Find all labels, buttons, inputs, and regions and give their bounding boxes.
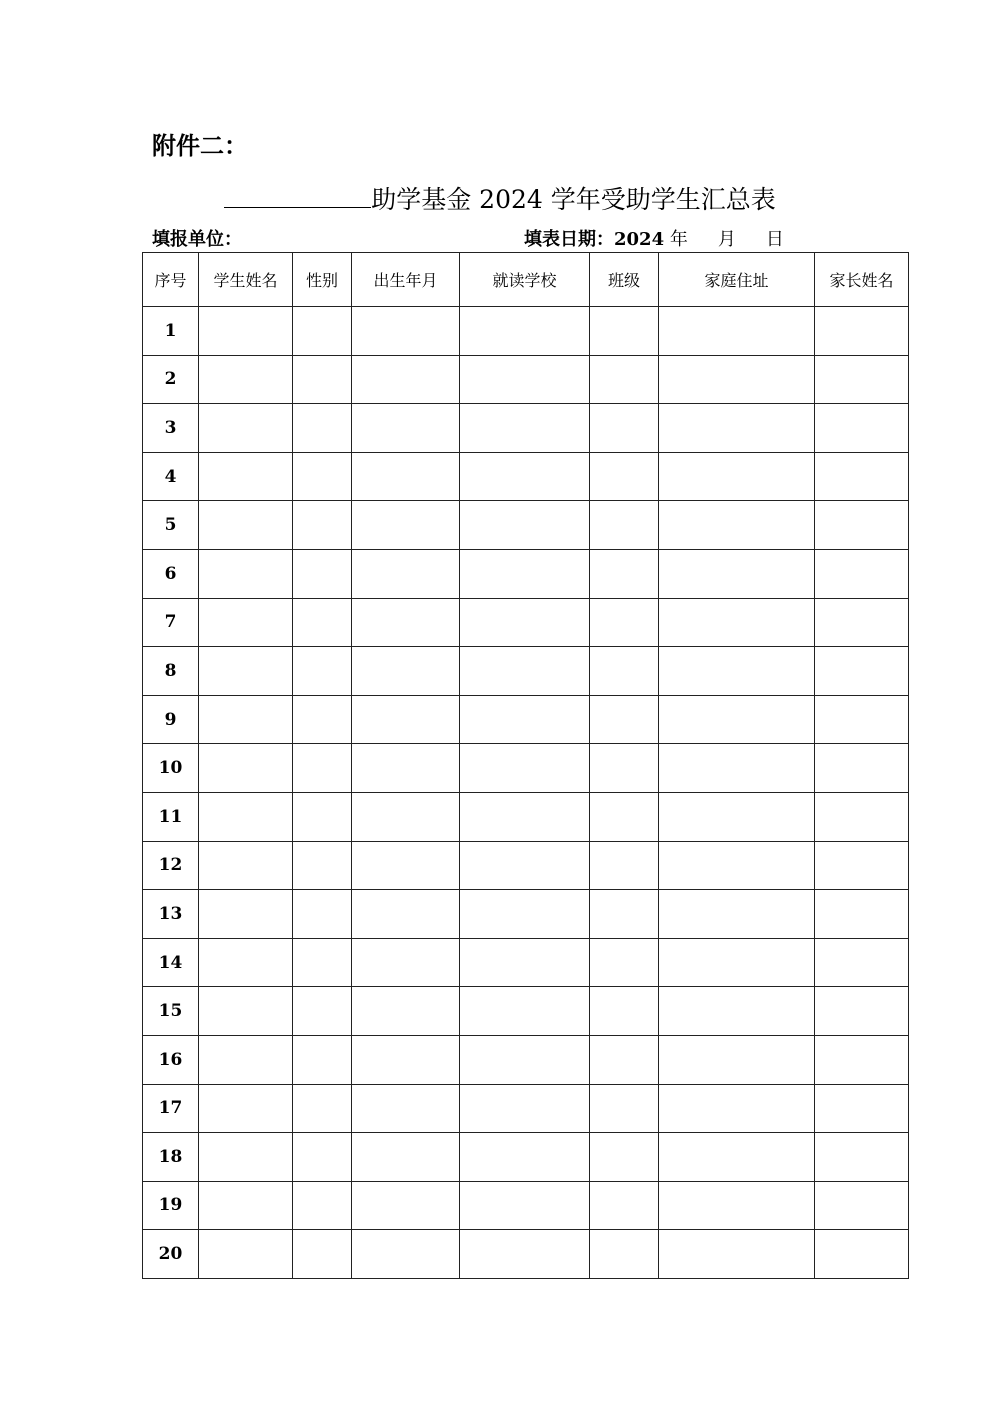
cell-home-address [659, 1181, 815, 1230]
header-seq: 序号 [143, 253, 199, 307]
cell-school [460, 841, 590, 890]
cell-home-address [659, 841, 815, 890]
cell-seq: 11 [143, 792, 199, 841]
cell-birth-date [352, 452, 460, 501]
cell-home-address [659, 452, 815, 501]
cell-parent-name [815, 792, 909, 841]
cell-parent-name [815, 1133, 909, 1182]
cell-class [590, 549, 659, 598]
cell-parent-name [815, 307, 909, 356]
cell-seq: 3 [143, 404, 199, 453]
cell-home-address [659, 792, 815, 841]
cell-student-name [199, 841, 293, 890]
cell-school [460, 355, 590, 404]
cell-birth-date [352, 792, 460, 841]
cell-seq: 14 [143, 938, 199, 987]
table-row [143, 1230, 909, 1279]
cell-parent-name [815, 987, 909, 1036]
table-body [143, 307, 909, 1279]
cell-parent-name [815, 501, 909, 550]
cell-home-address [659, 744, 815, 793]
table-row [143, 841, 909, 890]
header-home-address: 家庭住址 [659, 253, 815, 307]
table-row [143, 695, 909, 744]
cell-home-address [659, 1035, 815, 1084]
cell-gender [293, 938, 352, 987]
header-gender: 性别 [293, 253, 352, 307]
cell-class [590, 792, 659, 841]
cell-student-name [199, 1181, 293, 1230]
cell-gender [293, 890, 352, 939]
cell-gender [293, 1035, 352, 1084]
table-row [143, 307, 909, 356]
cell-student-name [199, 355, 293, 404]
header-birth-date: 出生年月 [352, 253, 460, 307]
table-row [143, 598, 909, 647]
cell-seq: 10 [143, 744, 199, 793]
cell-school [460, 549, 590, 598]
cell-seq: 17 [143, 1084, 199, 1133]
cell-gender [293, 1133, 352, 1182]
cell-class [590, 1230, 659, 1279]
cell-parent-name [815, 404, 909, 453]
fill-date-label: 填表日期： [524, 229, 614, 250]
cell-school [460, 695, 590, 744]
table-row [143, 647, 909, 696]
cell-home-address [659, 598, 815, 647]
cell-class [590, 1084, 659, 1133]
table-row [143, 452, 909, 501]
cell-home-address [659, 987, 815, 1036]
cell-class [590, 695, 659, 744]
cell-birth-date [352, 501, 460, 550]
table-row [143, 792, 909, 841]
cell-class [590, 355, 659, 404]
cell-parent-name [815, 938, 909, 987]
table-row [143, 501, 909, 550]
cell-seq: 15 [143, 987, 199, 1036]
cell-seq: 5 [143, 501, 199, 550]
cell-student-name [199, 647, 293, 696]
cell-home-address [659, 307, 815, 356]
cell-student-name [199, 549, 293, 598]
cell-parent-name [815, 549, 909, 598]
table-row [143, 1035, 909, 1084]
cell-class [590, 938, 659, 987]
cell-birth-date [352, 695, 460, 744]
cell-birth-date [352, 1084, 460, 1133]
cell-student-name [199, 1133, 293, 1182]
cell-school [460, 890, 590, 939]
cell-birth-date [352, 987, 460, 1036]
cell-gender [293, 744, 352, 793]
cell-student-name [199, 695, 293, 744]
cell-student-name [199, 938, 293, 987]
cell-school [460, 1035, 590, 1084]
fill-date [524, 227, 784, 253]
cell-school [460, 987, 590, 1036]
cell-home-address [659, 1084, 815, 1133]
cell-class [590, 1035, 659, 1084]
cell-gender [293, 355, 352, 404]
cell-school [460, 307, 590, 356]
cell-student-name [199, 792, 293, 841]
cell-seq: 7 [143, 598, 199, 647]
cell-birth-date [352, 404, 460, 453]
cell-home-address [659, 355, 815, 404]
cell-birth-date [352, 549, 460, 598]
cell-parent-name [815, 744, 909, 793]
day-word: 日 [765, 229, 784, 250]
header-student-name: 学生姓名 [199, 253, 293, 307]
cell-parent-name [815, 841, 909, 890]
cell-home-address [659, 549, 815, 598]
title-blank-line [224, 181, 371, 208]
cell-home-address [659, 1133, 815, 1182]
cell-gender [293, 1181, 352, 1230]
cell-parent-name [815, 890, 909, 939]
year-word: 年 [669, 229, 688, 250]
cell-gender [293, 1084, 352, 1133]
cell-gender [293, 647, 352, 696]
cell-birth-date [352, 1035, 460, 1084]
cell-student-name [199, 307, 293, 356]
cell-seq: 2 [143, 355, 199, 404]
cell-student-name [199, 1035, 293, 1084]
table-row [143, 890, 909, 939]
cell-school [460, 598, 590, 647]
cell-parent-name [815, 452, 909, 501]
cell-gender [293, 598, 352, 647]
cell-gender [293, 1230, 352, 1279]
table-row [143, 1084, 909, 1133]
table-row [143, 1133, 909, 1182]
table-row [143, 355, 909, 404]
cell-class [590, 890, 659, 939]
cell-school [460, 1230, 590, 1279]
form-title [0, 181, 1000, 219]
cell-birth-date [352, 307, 460, 356]
cell-student-name [199, 1084, 293, 1133]
cell-parent-name [815, 1084, 909, 1133]
cell-birth-date [352, 744, 460, 793]
cell-student-name [199, 890, 293, 939]
cell-gender [293, 501, 352, 550]
cell-school [460, 452, 590, 501]
cell-home-address [659, 695, 815, 744]
cell-school [460, 744, 590, 793]
header-class: 班级 [590, 253, 659, 307]
cell-parent-name [815, 1230, 909, 1279]
cell-parent-name [815, 1181, 909, 1230]
cell-class [590, 404, 659, 453]
cell-home-address [659, 1230, 815, 1279]
cell-gender [293, 987, 352, 1036]
cell-class [590, 307, 659, 356]
summary-table [142, 252, 909, 1279]
cell-student-name [199, 598, 293, 647]
cell-student-name [199, 501, 293, 550]
cell-school [460, 501, 590, 550]
cell-seq: 12 [143, 841, 199, 890]
cell-parent-name [815, 695, 909, 744]
cell-school [460, 1133, 590, 1182]
table-row [143, 987, 909, 1036]
cell-parent-name [815, 647, 909, 696]
cell-parent-name [815, 1035, 909, 1084]
cell-birth-date [352, 841, 460, 890]
cell-seq: 16 [143, 1035, 199, 1084]
month-word: 月 [717, 229, 736, 250]
cell-class [590, 1133, 659, 1182]
cell-class [590, 452, 659, 501]
cell-gender [293, 549, 352, 598]
cell-birth-date [352, 647, 460, 696]
cell-seq: 20 [143, 1230, 199, 1279]
cell-seq: 9 [143, 695, 199, 744]
form-title-text: 助学基金 2024 学年受助学生汇总表 [371, 185, 776, 214]
cell-class [590, 598, 659, 647]
cell-class [590, 841, 659, 890]
cell-parent-name [815, 598, 909, 647]
cell-school [460, 1181, 590, 1230]
cell-home-address [659, 647, 815, 696]
table-header-row [143, 253, 909, 307]
cell-class [590, 1181, 659, 1230]
cell-gender [293, 404, 352, 453]
cell-school [460, 792, 590, 841]
cell-birth-date [352, 355, 460, 404]
cell-gender [293, 452, 352, 501]
cell-birth-date [352, 890, 460, 939]
cell-seq: 13 [143, 890, 199, 939]
cell-class [590, 744, 659, 793]
cell-seq: 19 [143, 1181, 199, 1230]
cell-student-name [199, 987, 293, 1036]
cell-gender [293, 695, 352, 744]
cell-seq: 4 [143, 452, 199, 501]
header-parent-name: 家长姓名 [815, 253, 909, 307]
cell-gender [293, 792, 352, 841]
cell-seq: 6 [143, 549, 199, 598]
cell-gender [293, 841, 352, 890]
cell-home-address [659, 501, 815, 550]
cell-student-name [199, 452, 293, 501]
cell-seq: 18 [143, 1133, 199, 1182]
cell-birth-date [352, 938, 460, 987]
cell-parent-name [815, 355, 909, 404]
cell-birth-date [352, 1133, 460, 1182]
table-row [143, 1181, 909, 1230]
cell-class [590, 987, 659, 1036]
fill-unit-label: 填报单位： [152, 229, 242, 250]
cell-seq: 1 [143, 307, 199, 356]
header-school: 就读学校 [460, 253, 590, 307]
cell-class [590, 501, 659, 550]
cell-seq: 8 [143, 647, 199, 696]
cell-student-name [199, 744, 293, 793]
cell-gender [293, 307, 352, 356]
cell-home-address [659, 938, 815, 987]
cell-school [460, 404, 590, 453]
cell-student-name [199, 404, 293, 453]
attachment-label: 附件二： [152, 132, 248, 160]
fill-date-year: 2024 [614, 229, 665, 250]
cell-school [460, 647, 590, 696]
cell-birth-date [352, 1181, 460, 1230]
table-row [143, 549, 909, 598]
table-row [143, 744, 909, 793]
table-row [143, 938, 909, 987]
cell-student-name [199, 1230, 293, 1279]
cell-birth-date [352, 1230, 460, 1279]
cell-birth-date [352, 598, 460, 647]
cell-class [590, 647, 659, 696]
cell-home-address [659, 404, 815, 453]
cell-school [460, 1084, 590, 1133]
table-row [143, 404, 909, 453]
cell-home-address [659, 890, 815, 939]
cell-school [460, 938, 590, 987]
